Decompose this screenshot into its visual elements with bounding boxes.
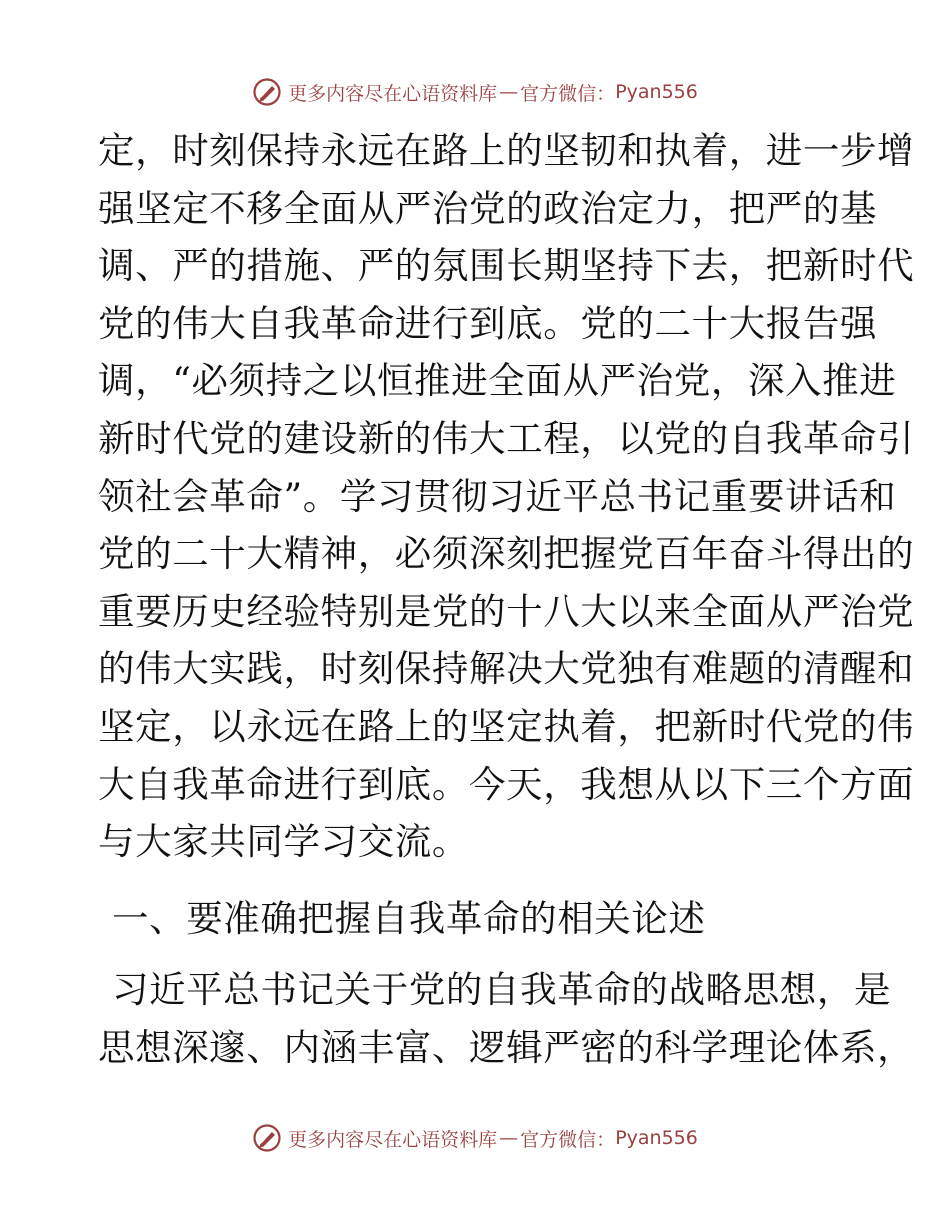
section-heading: 一、要准确把握自我革命的相关论述 xyxy=(112,896,706,940)
footer-watermark xyxy=(0,1118,950,1158)
paragraph-intro xyxy=(98,122,915,871)
text-line: 定，时刻保持永远在路上的坚韧和执着，进一步增 xyxy=(98,129,915,172)
text-line: 强坚定不移全面从严治党的政治定力，把严的基 xyxy=(98,186,878,230)
text-line: 调、严的措施、严的氛围长期坚持下去，把新时代 xyxy=(98,244,915,288)
watermark-id: Pyan556 xyxy=(615,81,698,103)
text-line: 坚定，以永远在路上的坚定执着，把新时代党的伟 xyxy=(98,704,915,748)
text-line: 调，“必须持之以恒推进全面从严治党，深入推进 xyxy=(98,359,897,403)
watermark-separator: — xyxy=(499,81,519,103)
text-line: 领社会革命”。学习贯彻习近平总书记重要讲话和 xyxy=(98,474,897,518)
pen-logo-icon xyxy=(252,1123,282,1153)
paragraph-section-1 xyxy=(98,961,915,1076)
watermark-id: Pyan556 xyxy=(615,1127,698,1149)
watermark-text: 更多内容尽在心语资料库 xyxy=(288,1128,498,1151)
text-line: 大自我革命进行到底。今天，我想从以下三个方面 xyxy=(98,762,915,806)
header-watermark xyxy=(0,72,950,112)
text-line: 习近平总书记关于党的自我革命的战略思想，是 xyxy=(112,968,892,1012)
text-line: 党的二十大精神，必须深刻把握党百年奋斗得出的 xyxy=(98,532,915,576)
pen-logo-icon xyxy=(252,77,282,107)
text-line: 新时代党的建设新的伟大工程，以党的自我革命引 xyxy=(98,416,915,460)
document-body xyxy=(98,122,915,1077)
text-line: 与大家共同学习交流。 xyxy=(98,820,469,864)
watermark-text: 更多内容尽在心语资料库 xyxy=(288,82,498,105)
watermark-separator: — xyxy=(499,1127,519,1149)
text-line: 重要历史经验特别是党的十八大以来全面从严治党 xyxy=(98,589,915,633)
watermark-label: 官方微信： xyxy=(520,82,616,105)
watermark-label: 官方微信： xyxy=(520,1128,616,1151)
text-line: 党的伟大自我革命进行到底。党的二十大报告强 xyxy=(98,301,878,345)
text-line: 的伟大实践，时刻保持解决大党独有难题的清醒和 xyxy=(98,647,915,691)
text-line: 思想深邃、内涵丰富、逻辑严密的科学理论体系， xyxy=(98,1025,915,1069)
